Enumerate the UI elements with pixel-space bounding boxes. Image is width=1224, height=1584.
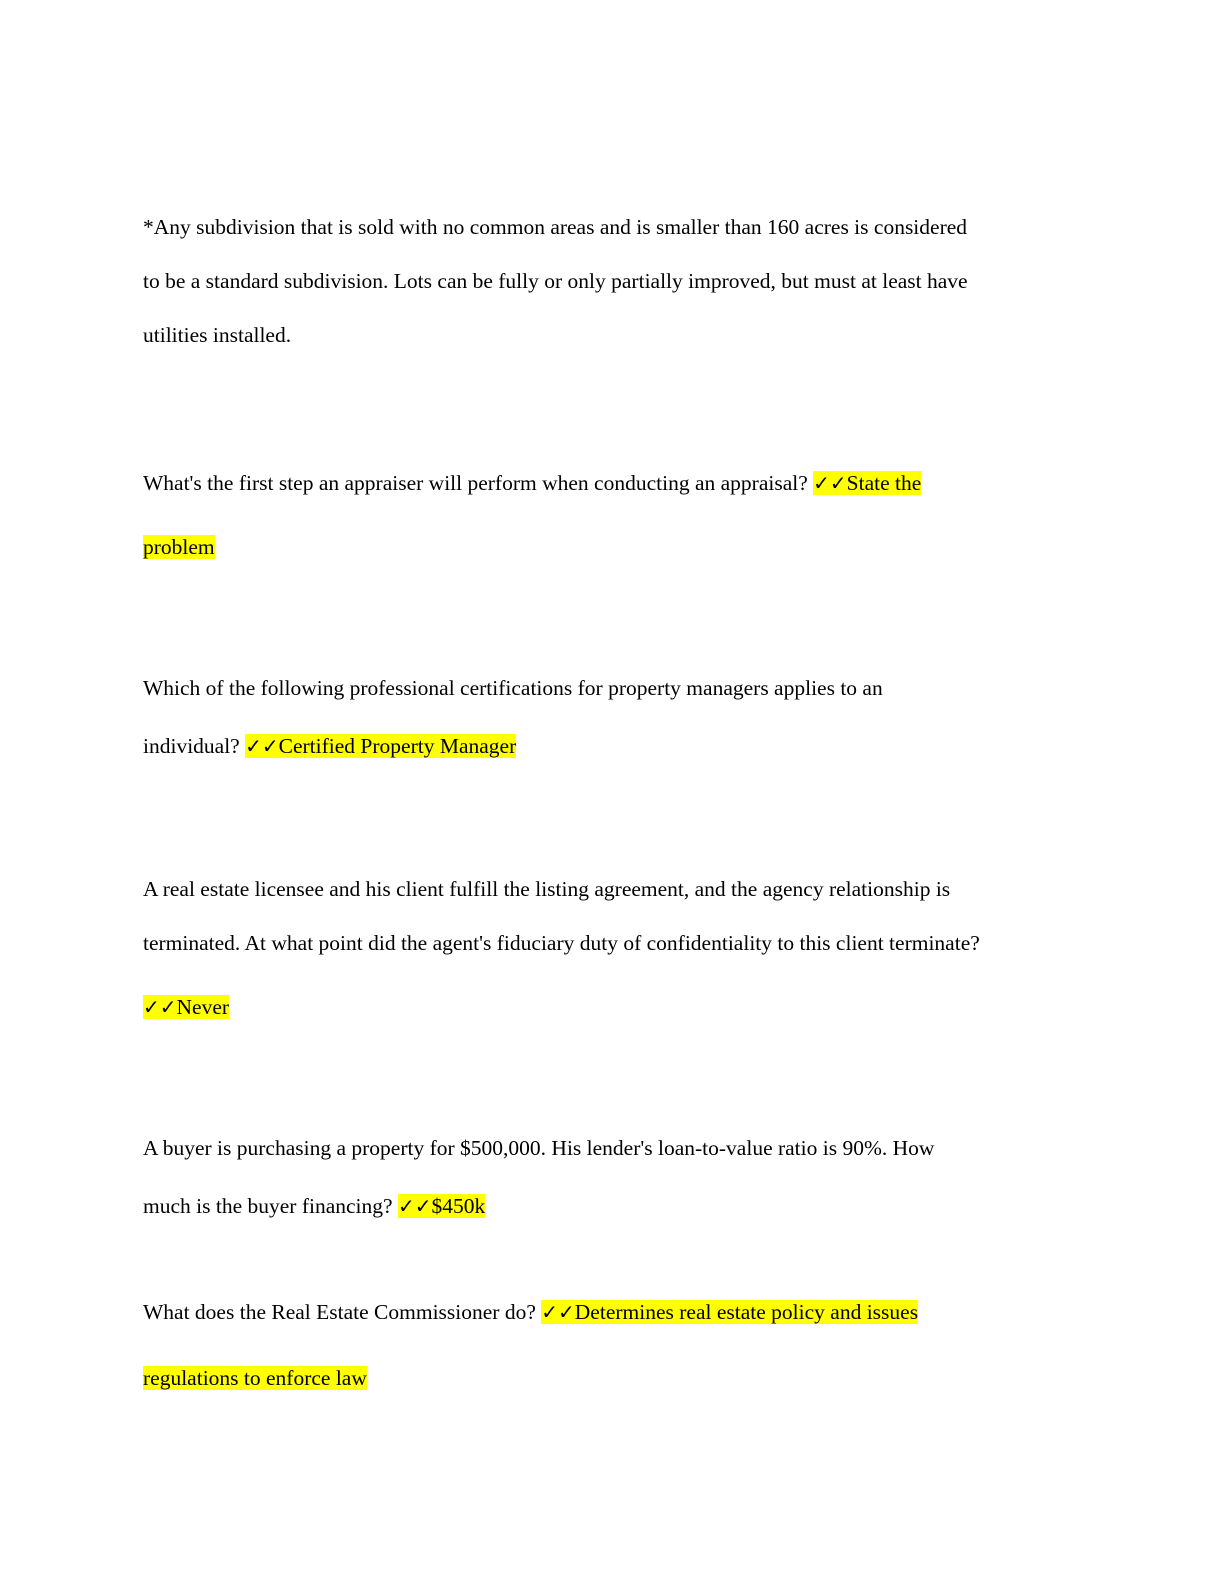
qa-line-2 [143,1351,1083,1405]
qa-item-financing [143,1121,1083,1233]
qa-line-3 [143,980,1083,1034]
qa-line-1 [143,1285,1083,1339]
question-line-1: A buyer is purchasing a property for $500,000. His lender's loan-to-value ratio is 90%. How [143,1136,935,1160]
answer-highlight [245,734,516,758]
answer-highlight [541,1300,918,1324]
answer-text: State the [846,471,922,495]
answer-highlight [398,1194,485,1218]
answer-text: $450k [431,1194,486,1218]
qa-item-certification [143,661,1083,773]
note-line-3: utilities installed. [143,323,292,347]
question-line-2: individual? [143,734,240,758]
qa-item-commissioner [143,1285,1083,1405]
answer-highlight-continued: regulations to enforce law [143,1366,367,1390]
double-check-icon: ✓✓ [541,1300,575,1324]
qa-line-2 [143,1179,1083,1233]
double-check-icon: ✓✓ [397,1194,432,1218]
note-paragraph [143,200,1083,362]
answer-text: Certified Property Manager [278,734,517,758]
double-check-icon: ✓✓ [813,471,847,495]
question-line-1: Which of the following professional certifications for property managers applies to an [143,676,883,700]
note-line-1: *Any subdivision that is sold with no common areas and is smaller than 160 acres is considered [143,215,968,239]
qa-line-2 [143,719,1083,773]
double-check-icon: ✓✓ [245,734,279,758]
note-line-2: to be a standard subdivision. Lots can be fully or only partially improved, but must at least have [143,269,968,293]
question-text: What's the first step an appraiser will perform when conducting an appraisal? [143,471,808,495]
question-line-2: much is the buyer financing? [143,1194,393,1218]
answer-highlight [813,471,921,495]
question-line-1: A real estate licensee and his client fulfill the listing agreement, and the agency relationship is [143,877,951,901]
question-line-2: terminated. At what point did the agent's fiduciary duty of confidentiality to this client terminate? [143,931,980,955]
answer-highlight-continued: problem [143,535,215,559]
answer-text: Determines real estate policy and issues [574,1300,919,1324]
qa-line-2 [143,520,1083,574]
qa-item-appraisal [143,456,1083,574]
question-text: What does the Real Estate Commissioner do? [143,1300,536,1324]
qa-item-fiduciary [143,862,1083,1034]
qa-line-1 [143,456,1083,510]
double-check-icon: ✓✓ [143,995,177,1019]
answer-highlight [143,995,229,1019]
answer-text: Never [176,995,230,1019]
